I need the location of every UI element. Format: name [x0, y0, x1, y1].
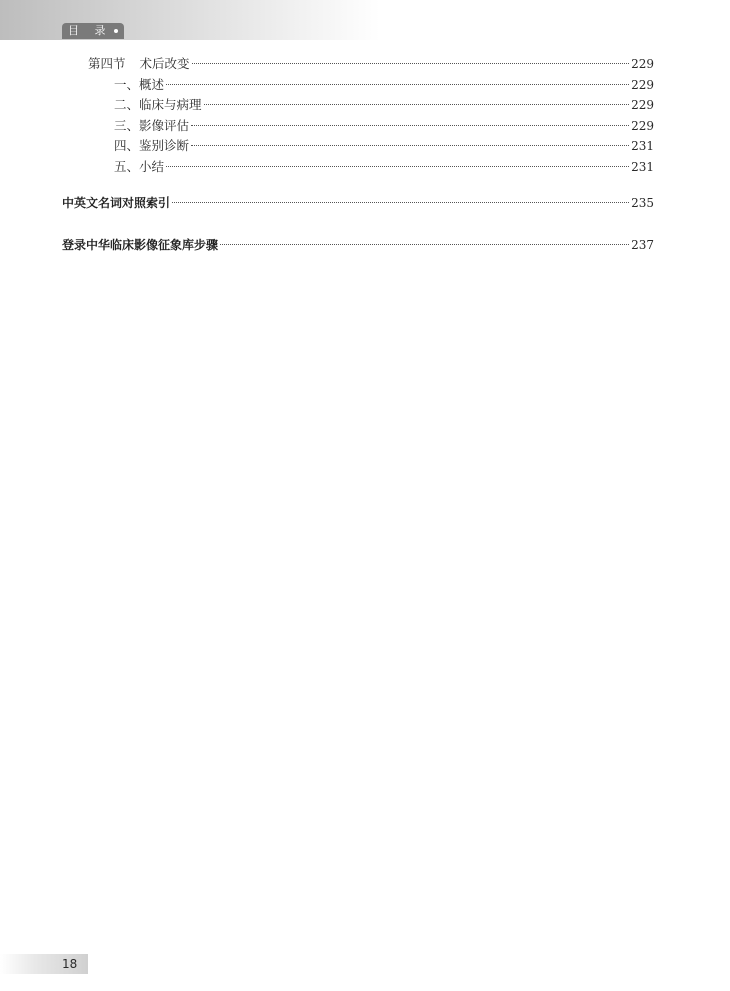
header-title: 目 录: [68, 24, 112, 37]
toc-page-number: 231: [631, 159, 654, 174]
toc-item-label: 三、影像评估: [114, 117, 190, 133]
header-tab: [62, 23, 124, 39]
toc-page-number: 229: [631, 77, 654, 92]
toc-page-number: 231: [631, 139, 654, 153]
toc-section-label: [88, 54, 190, 75]
toc-section-row[interactable]: [62, 54, 654, 75]
table-of-contents: [62, 54, 654, 255]
dot-leader: [166, 84, 629, 85]
footer-page-number: 18: [62, 957, 78, 971]
header-band: [0, 0, 380, 40]
toc-page-number: 235: [631, 196, 654, 210]
section-number: 第四节: [88, 56, 126, 71]
toc-chapter-label: 登录中华临床影像征象库步骤: [62, 237, 219, 252]
dot-leader: [220, 244, 629, 245]
toc-item-label: 一、概述: [114, 76, 165, 92]
toc-page-number: 229: [631, 98, 654, 112]
toc-item-row[interactable]: [62, 136, 654, 157]
toc-item-row[interactable]: [62, 75, 654, 96]
toc-item-label: 四、鉴别诊断: [114, 138, 190, 153]
toc-item-label: 五、小结: [114, 158, 165, 174]
bullet-dot-icon: [114, 29, 118, 33]
dot-leader: [191, 145, 629, 146]
dot-leader: [191, 125, 629, 126]
toc-item-label: 二、临床与病理: [114, 97, 202, 112]
toc-chapter-label: 中英文名词对照索引: [62, 196, 171, 210]
toc-item-row[interactable]: [62, 95, 654, 116]
toc-page-number: 229: [631, 57, 654, 71]
toc-chapter-row[interactable]: [62, 193, 654, 214]
dot-leader: [172, 202, 629, 203]
toc-item-row[interactable]: [62, 116, 654, 137]
dot-leader: [166, 166, 629, 167]
toc-page-number: 229: [631, 118, 654, 133]
toc-chapter-row[interactable]: [62, 235, 654, 256]
toc-page-number: 237: [631, 237, 654, 252]
dot-leader: [192, 63, 630, 64]
section-title: 术后改变: [139, 56, 190, 71]
dot-leader: [204, 104, 630, 105]
toc-item-row[interactable]: [62, 157, 654, 178]
